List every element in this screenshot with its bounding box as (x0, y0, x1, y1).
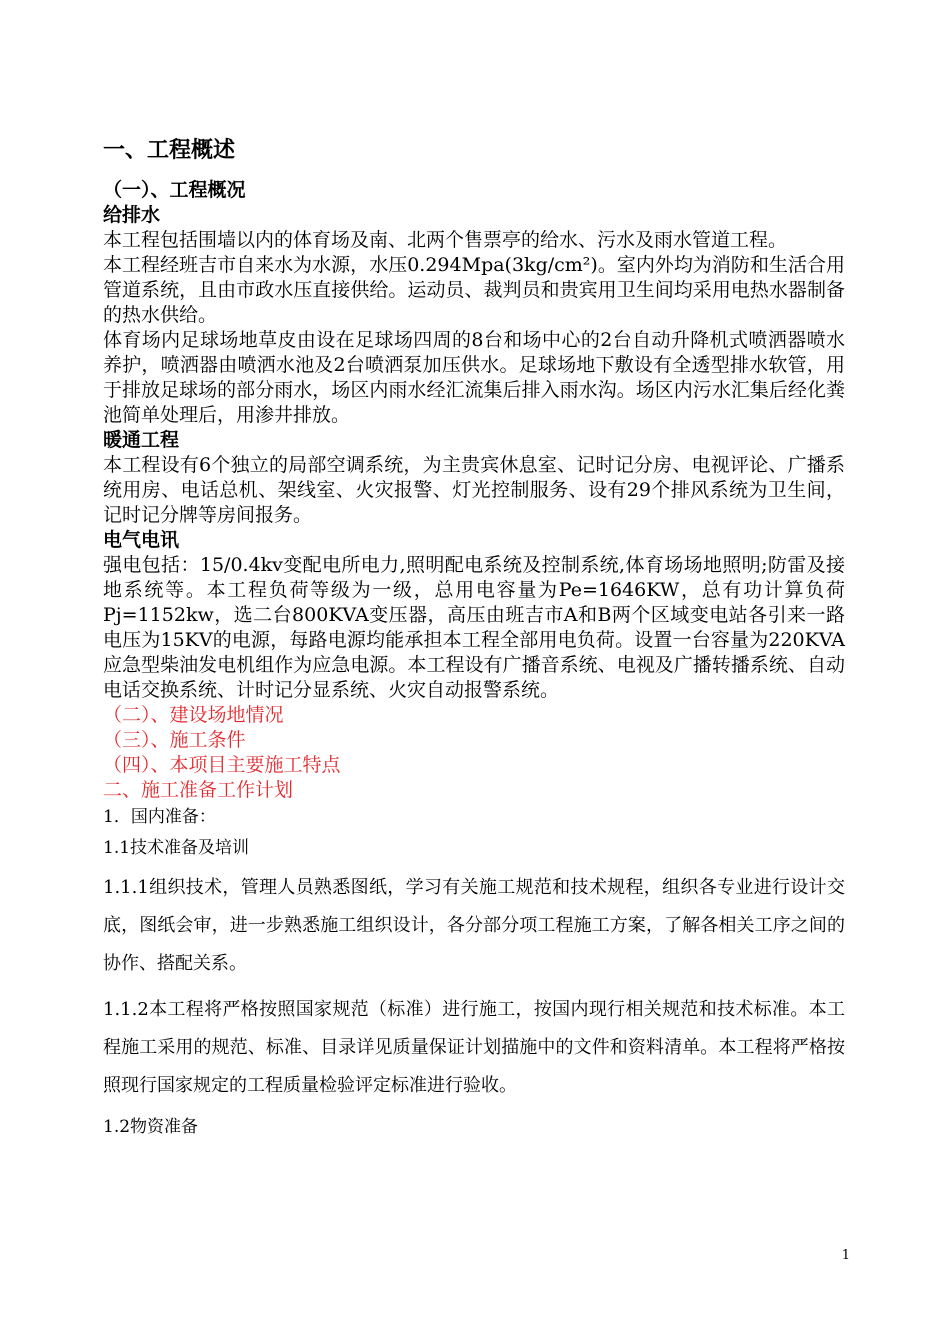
red-heading: 二、施工准备工作计划 (103, 779, 294, 801)
paragraph: 本工程经班吉市自来水为水源，水压0.294Mpa(3kg/cm²)。室内外均为消防和生活合用管道系统，且由市政水压直接供给。运动员、裁判员和贵宾用卫生间均采用电热水器制备的热水供给。 (103, 254, 845, 326)
page-number: 1 (841, 1248, 850, 1263)
red-heading: （二）、建设场地情况 (103, 704, 284, 726)
red-heading: （四）、本项目主要施工特点 (103, 754, 341, 776)
paragraph: 强电包括：15/0.4kv变配电所电力,照明配电系统及控制系统,体育场场地照明;防雷及接地系统等。本工程负荷等级为一级，总用电容量为Pe=1646KW，总有功计算负荷Pj=1152kw，选二台800KVA变压器，高压由班吉市A和B两个区域变电站各引来一路电压为15KV的电源，每路电源均能承担本工程全部用电负荷。设置一台容量为220KVA应急型柴油发电机组作为应急电源。本工程设有广播音系统、电视及广播转播系统、自动电话交换系统、计时记分显系统、火灾自动报警系统。 (103, 554, 845, 701)
paragraph: 本工程设有6个独立的局部空调系统，为主贵宾休息室、记时记分房、电视评论、广播系统用房、电话总机、架线室、火灾报警、灯光控制服务、设有29个排风系统为卫生间，记时记分牌等房间报务。 (103, 454, 845, 526)
red-heading: （三）、施工条件 (103, 729, 246, 751)
paragraph: 本工程包括围墙以内的体育场及南、北两个售票亭的给水、污水及雨水管道工程。 (103, 229, 788, 251)
document-page (103, 130, 845, 1140)
subsection-title: （一）、工程概况 (103, 179, 246, 201)
paragraph-1-1-1: 1.1.1组织技术，管理人员熟悉图纸，学习有关施工规范和技术规程，组织各专业进行设计交底，图纸会审，进一步熟悉施工组织设计，各分部分项工程施工方案，了解各相关工序之间的协作、搭配关系。 (103, 877, 845, 974)
heading-electric: 电气电讯 (103, 529, 180, 551)
paragraph-1-1-2: 1.1.2本工程将严格按照国家规范（标准）进行施工，按国内现行相关规范和技术标准。本工程施工采用的规范、标准、目录详见质量保证计划描施中的文件和资料清单。本工程将严格按照现行国家规定的工程质量检验评定标准进行验收。 (103, 999, 845, 1096)
list-item-1-2: 1.2物资准备 (103, 1117, 199, 1137)
list-item-1: 1．国内准备： (103, 807, 216, 827)
list-item-1-1: 1.1技术准备及培训 (103, 838, 250, 858)
paragraph: 体育场内足球场地草皮由设在足球场四周的8台和场中心的2台自动升降机式喷洒器喷水养护，喷洒器由喷洒水池及2台喷洒泵加压供水。足球场地下敷设有全透型排水软管，用于排放足球场的部分雨水，场区内雨水经汇流集后排入雨水沟。场区内污水汇集后经化粪池简单处理后，用渗井排放。 (103, 329, 845, 426)
heading-hvac: 暖通工程 (103, 429, 180, 451)
heading-plumbing: 给排水 (103, 204, 161, 226)
section-title: 一、工程概述 (103, 138, 236, 163)
